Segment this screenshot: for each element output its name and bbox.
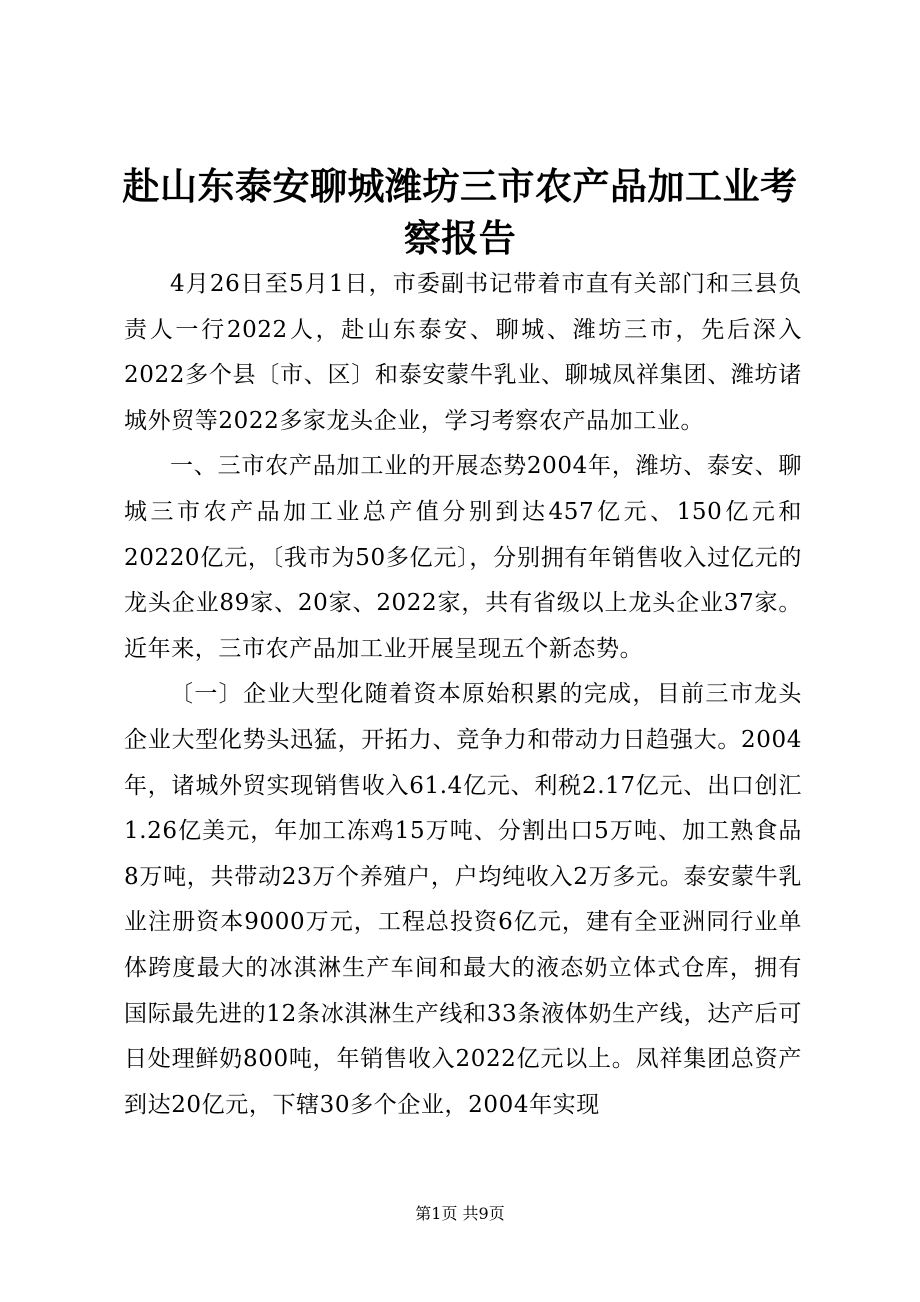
paragraph-subsection-one: 〔一〕企业大型化随着资本原始积累的完成，目前三市龙头企业大型化势头迅猛，开拓力、竞争力和带动力日趋强大。2004年，诸城外贸实现销售收入61.4亿元、利税2.17亿元、出口创汇1.26亿美元，年加工冻鸡15万吨、分割出口5万吨、加工熟食品8万吨，共带动23万个养殖户，户均纯收入2万多元。泰安蒙牛乳业注册资本9000万元，工程总投资6亿元，建有全亚洲同行业单体跨度最大的冰淇淋生产车间和最大的液态奶立体式仓库，拥有国际最先进的12条冰淇淋生产线和33条液体奶生产线，达产后可日处理鲜奶800吨，年销售收入2022亿元以上。凤祥集团总资产到达20亿元，下辖30多个企业，2004年实现: [124, 681, 802, 1118]
page-total: 共9页: [462, 1204, 505, 1223]
page-footer: [0, 1204, 920, 1224]
document-title: 赴山东泰安聊城潍坊三市农产品加工业考察报告: [122, 164, 798, 260]
paragraph-section-one: 一、三市农产品加工业的开展态势2004年，潍坊、泰安、聊城三市农产品加工业总产值分别到达457亿元、150亿元和20220亿元，〔我市为50多亿元〕，分别拥有年销售收入过亿元的龙头企业89家、20家、2022家，共有省级以上龙头企业37家。近年来，三市农产品加工业开展呈现五个新态势。: [124, 453, 802, 662]
page-number: 第1页: [415, 1204, 458, 1223]
document-body: [124, 262, 802, 1128]
paragraph-intro: 4月26日至5月1日，市委副书记带着市直有关部门和三县负责人一行2022人，赴山东泰安、聊城、潍坊三市，先后深入2022多个县〔市、区〕和泰安蒙牛乳业、聊城凤祥集团、潍坊诸城外贸等2022多家龙头企业，学习考察农产品加工业。: [124, 271, 802, 434]
